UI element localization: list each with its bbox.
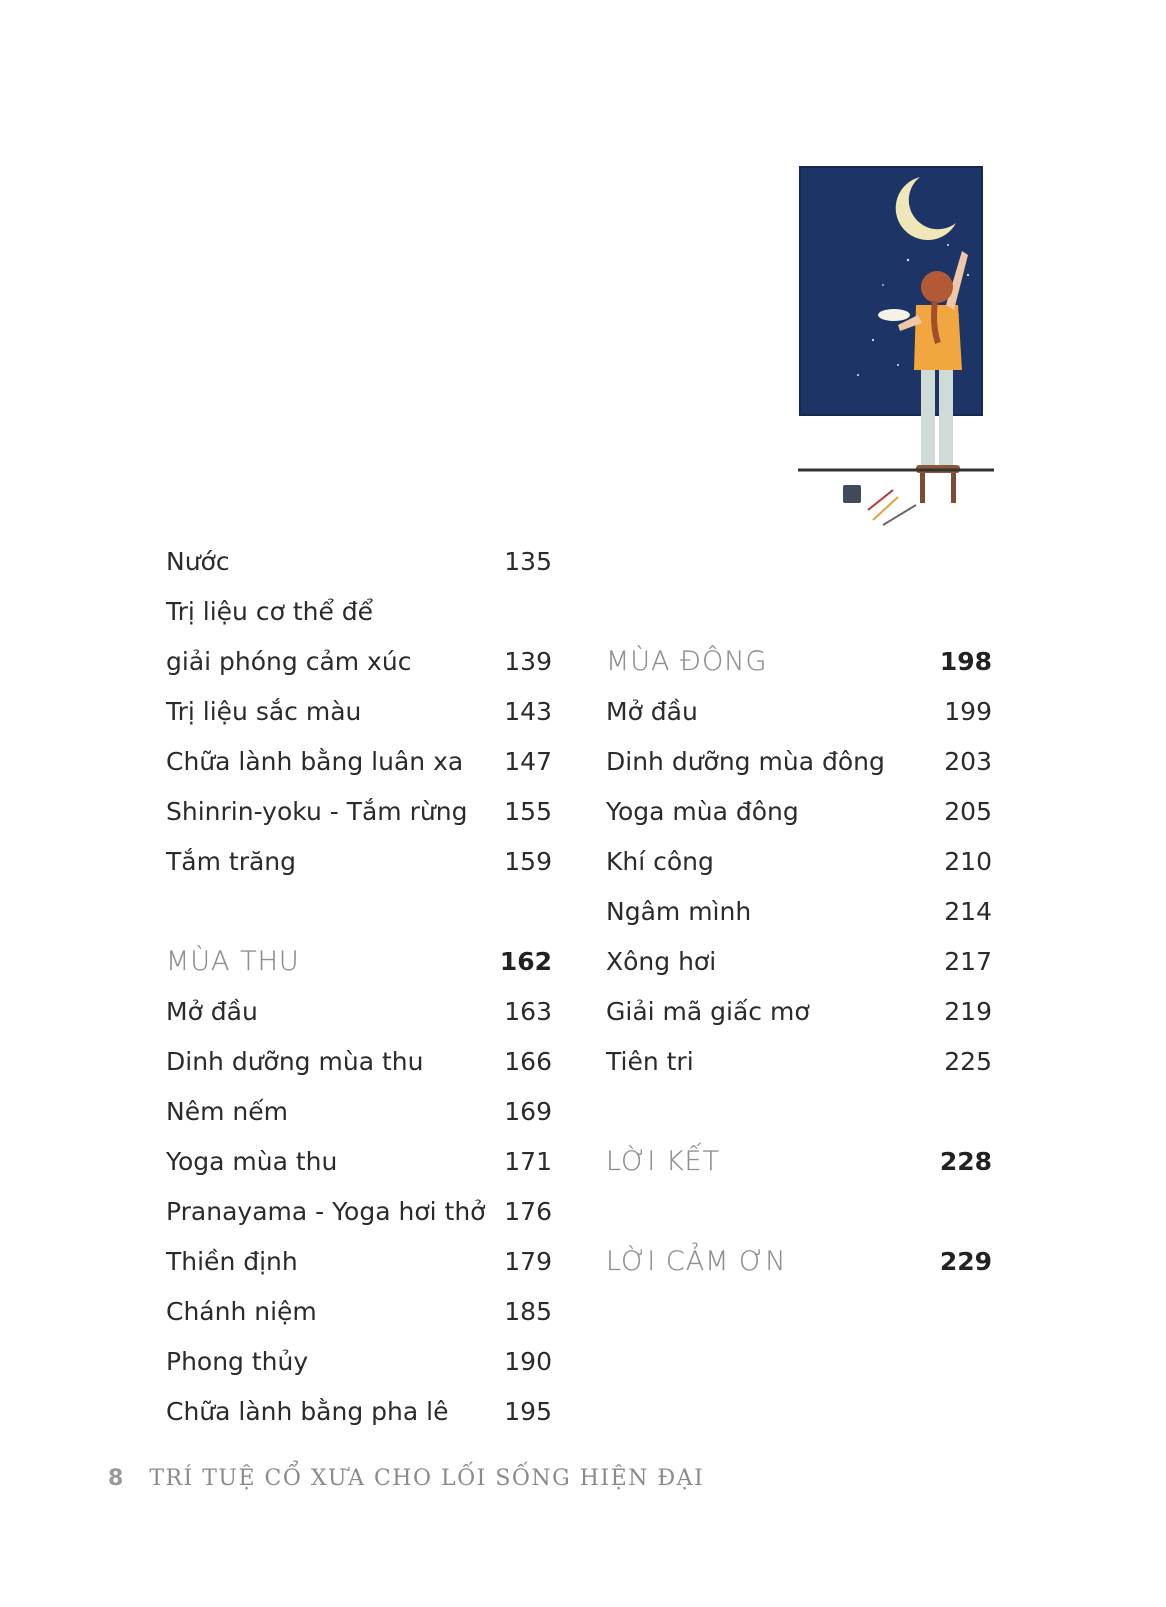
toc-entry[interactable] xyxy=(166,587,552,637)
toc-entry[interactable] xyxy=(166,1387,552,1437)
entry-label: Thiền định xyxy=(166,1247,298,1276)
section-spacer xyxy=(606,1187,992,1237)
section-title: LỜI KẾT xyxy=(606,1146,721,1177)
entry-page: 205 xyxy=(944,797,992,826)
entry-label: Dinh dưỡng mùa thu xyxy=(166,1047,424,1076)
toc-entry[interactable] xyxy=(606,987,992,1037)
entry-label: Mở đầu xyxy=(606,697,698,726)
toc-entry[interactable] xyxy=(166,537,552,587)
toc-entry[interactable] xyxy=(166,837,552,887)
section-page: 198 xyxy=(939,647,992,676)
section-heading-autumn[interactable] xyxy=(166,937,552,987)
section-page: 162 xyxy=(499,947,552,976)
section-heading-thanks[interactable] xyxy=(606,1237,992,1287)
section-spacer xyxy=(606,1087,992,1137)
entry-label: Trị liệu sắc màu xyxy=(166,697,362,726)
toc-entry[interactable] xyxy=(166,737,552,787)
toc-entry[interactable] xyxy=(166,1037,552,1087)
entry-page: 195 xyxy=(504,1397,552,1426)
toc-entry[interactable] xyxy=(606,687,992,737)
entry-label: Trị liệu cơ thể để xyxy=(166,597,374,626)
entry-label: Shinrin-yoku - Tắm rừng xyxy=(166,797,468,826)
toc-entry[interactable] xyxy=(166,787,552,837)
toc-entry[interactable] xyxy=(166,1287,552,1337)
toc-entry[interactable] xyxy=(166,1187,552,1237)
entry-page: 214 xyxy=(944,897,992,926)
entry-page: 163 xyxy=(504,997,552,1026)
toc-entry[interactable] xyxy=(166,1337,552,1387)
toc-entry[interactable] xyxy=(606,837,992,887)
entry-label: Chữa lành bằng pha lê xyxy=(166,1397,449,1426)
entry-page: 166 xyxy=(504,1047,552,1076)
running-title: TRÍ TUỆ CỔ XƯA CHO LỐI SỐNG HIỆN ĐẠI xyxy=(149,1466,705,1491)
entry-page: 225 xyxy=(944,1047,992,1076)
entry-label: Tắm trăng xyxy=(166,847,297,876)
entry-page: 203 xyxy=(944,747,992,776)
entry-page: 159 xyxy=(504,847,552,876)
girl-painting-moon-illustration xyxy=(798,165,998,550)
toc-entry[interactable] xyxy=(606,887,992,937)
entry-page: 147 xyxy=(504,747,552,776)
toc-entry[interactable] xyxy=(606,937,992,987)
section-heading-closing[interactable] xyxy=(606,1137,992,1187)
entry-label: Tiên tri xyxy=(606,1047,694,1076)
entry-page: 155 xyxy=(504,797,552,826)
toc-entry[interactable] xyxy=(606,787,992,837)
entry-label: Nêm nếm xyxy=(166,1097,288,1126)
entry-page: 169 xyxy=(504,1097,552,1126)
toc-left-column xyxy=(166,537,552,1437)
toc-right-column xyxy=(606,637,992,1287)
entry-page: 139 xyxy=(504,647,552,676)
toc-entry[interactable] xyxy=(166,637,552,687)
entry-label: Yoga mùa đông xyxy=(606,797,799,826)
toc-entry[interactable] xyxy=(166,987,552,1037)
page-number: 8 xyxy=(108,1466,124,1491)
toc-entry[interactable] xyxy=(606,737,992,787)
entry-label: Chánh niệm xyxy=(166,1297,317,1326)
section-heading-winter[interactable] xyxy=(606,637,992,687)
section-title: MÙA ĐÔNG xyxy=(606,646,768,677)
entry-label: Mở đầu xyxy=(166,997,258,1026)
entry-page: 143 xyxy=(504,697,552,726)
section-page: 228 xyxy=(939,1147,992,1176)
entry-label: Yoga mùa thu xyxy=(166,1147,338,1176)
entry-page: 176 xyxy=(504,1197,552,1226)
entry-label: Dinh dưỡng mùa đông xyxy=(606,747,885,776)
section-page: 229 xyxy=(939,1247,992,1276)
entry-page: 185 xyxy=(504,1297,552,1326)
page-footer xyxy=(108,1466,704,1491)
entry-page: 135 xyxy=(504,547,552,576)
entry-page: 190 xyxy=(504,1347,552,1376)
entry-label: Pranayama - Yoga hơi thở xyxy=(166,1197,486,1226)
toc-entry[interactable] xyxy=(166,687,552,737)
entry-label: Nước xyxy=(166,547,230,576)
section-title: MÙA THU xyxy=(166,946,300,977)
toc-entry[interactable] xyxy=(166,1237,552,1287)
entry-label: Xông hơi xyxy=(606,947,717,976)
toc-entry[interactable] xyxy=(606,1037,992,1087)
entry-page: 179 xyxy=(504,1247,552,1276)
toc-entry[interactable] xyxy=(166,1087,552,1137)
entry-label: Giải mã giấc mơ xyxy=(606,997,810,1026)
entry-page: 199 xyxy=(944,697,992,726)
entry-page: 219 xyxy=(944,997,992,1026)
entry-page: 171 xyxy=(504,1147,552,1176)
entry-label: Ngâm mình xyxy=(606,897,752,926)
entry-page: 217 xyxy=(944,947,992,976)
section-title: LỜI CẢM ƠN xyxy=(606,1246,787,1277)
entry-label: Khí công xyxy=(606,847,714,876)
entry-page: 210 xyxy=(944,847,992,876)
entry-label: Phong thủy xyxy=(166,1347,309,1376)
entry-label: Chữa lành bằng luân xa xyxy=(166,747,464,776)
entry-label: giải phóng cảm xúc xyxy=(166,647,412,676)
toc-entry[interactable] xyxy=(166,1137,552,1187)
section-spacer xyxy=(166,887,552,937)
